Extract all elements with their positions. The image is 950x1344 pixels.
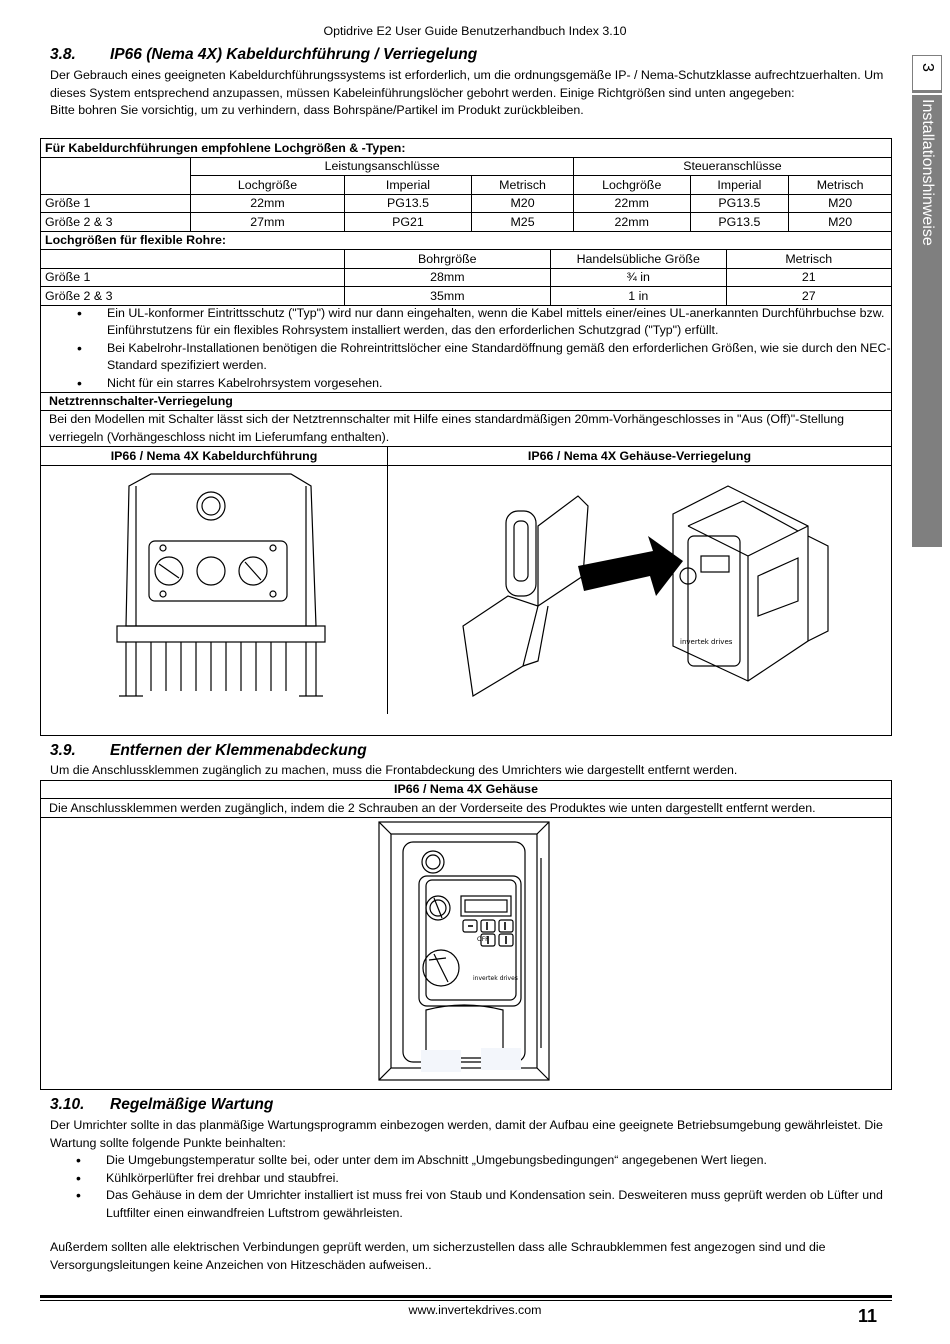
maintenance-list: [40, 1152, 890, 1222]
off-label: OFF: [477, 936, 489, 943]
section-title: IP66 (Nema 4X) Kabeldurchführung / Verriegelung: [110, 46, 478, 63]
section-3-9-intro: Um die Anschlussklemmen zugänglich zu machen, muss die Frontabdeckung des Umrichters wie dargestellt entfernt werden.: [50, 763, 738, 777]
terminal-cover-box: [40, 780, 892, 1090]
row-label: Größe 1: [41, 194, 191, 213]
lock-text: Bei den Modellen mit Schalter lässt sich der Netztrennschalter mit Hilfe eines standardmäßigen 20mm-Vorhängeschlosses in "Aus (Off)"-Stellung verriegeln (Vorhängeschloss nicht im Lieferumfang enthalten).: [41, 410, 891, 446]
lock-drawing-cell: [388, 466, 892, 714]
col-header: Handelsübliche Größe: [550, 250, 726, 269]
col-header: Lochgröße: [191, 176, 344, 195]
brand-label: invertek drives: [473, 975, 518, 982]
table-row: [41, 287, 892, 306]
box-text: Die Anschlussklemmen werden zugänglich, indem die 2 Schrauben an der Vorderseite des Produktes wie unten dargestellt entfernt werden.: [41, 799, 891, 818]
footer-rule-thick: [40, 1295, 892, 1298]
conduit-size-table: [40, 249, 892, 306]
table-cell: PG13.5: [344, 194, 472, 213]
section-title: Entfernen der Klemmenabdeckung: [110, 742, 367, 759]
table-cell: 27mm: [191, 213, 344, 232]
drill-warning: Bitte bohren Sie vorsichtig, um zu verhindern, dass Bohrspäne/Partikel im Produkt zurückbleiben.: [50, 103, 584, 117]
conduit-table-title: Lochgrößen für flexible Rohre:: [41, 231, 892, 250]
section-3-10-body: [50, 1117, 890, 1274]
lock-title: Netztrennschalter-Verriegelung: [41, 392, 891, 410]
table-cell: ¾ in: [550, 268, 726, 287]
section-3-8-heading: [50, 46, 477, 64]
section-title: Regelmäßige Wartung: [110, 1096, 274, 1113]
gland-table-title: Für Kabeldurchführungen empfohlene Lochgrößen & -Typen:: [41, 139, 892, 158]
list-item: • Nicht für ein starres Kabelrohrsystem vorgesehen.: [41, 375, 891, 393]
ul-notes-list: [41, 305, 891, 393]
running-header: Optidrive E2 User Guide Benutzerhandbuch Index 3.10: [323, 24, 627, 38]
list-item: • Kühlkörperlüfter frei drehbar und staubfrei.: [40, 1170, 890, 1188]
table-cell: 28mm: [344, 268, 550, 287]
figure-caption-right: IP66 / Nema 4X Gehäuse-Verriegelung: [527, 449, 752, 463]
gland-drawing-cell: [41, 466, 388, 714]
table-cell: PG13.5: [690, 194, 789, 213]
group-control: Steueranschlüsse: [573, 157, 891, 176]
gland-size-table: [40, 138, 892, 250]
col-header: Metrisch: [726, 250, 891, 269]
gland-drawing: [41, 466, 387, 714]
drive-front-drawing-cell: [41, 818, 891, 1088]
table-row: [41, 213, 892, 232]
chapter-side-tab: [912, 55, 942, 547]
row-label: Größe 2 & 3: [41, 213, 191, 232]
table-cell: 1 in: [550, 287, 726, 306]
col-header: Imperial: [344, 176, 472, 195]
box-title: IP66 / Nema 4X Gehäuse: [41, 781, 891, 799]
table-cell: M20: [789, 194, 892, 213]
maintenance-closing: Außerdem sollten alle elektrischen Verbindungen geprüft werden, um sicherzustellen dass alle Schraubklemmen fest angezogen sind und die Versorgungsleitungen keine Anzeichen von Hitzeschäden aufweisen..: [50, 1240, 826, 1272]
gland-table-box: [40, 138, 892, 736]
brand-mark: invertek drives: [680, 638, 733, 646]
footer-rule-thin: [40, 1300, 892, 1301]
section-3-9-heading: [50, 742, 367, 760]
table-cell: 27: [726, 287, 891, 306]
drive-front-drawing: [41, 818, 891, 1088]
list-item: • Das Gehäuse in dem der Umrichter installiert ist muss frei von Staub und Kondensation sein. Desweiteren muss geprüft werden ob Lüfter und Luftfilter einen einwandfreien Luftstrom gewährleisten.: [40, 1187, 890, 1222]
table-row: [41, 268, 892, 287]
table-cell: PG13.5: [690, 213, 789, 232]
section-number: 3.9.: [50, 742, 76, 759]
list-item: • Bei Kabelrohr-Installationen benötigen die Rohreintrittslöcher eine Standardöffnung gemäß den erforderlichen Größen, wie sie durch den NEC-Standard spezifiziert werden.: [41, 340, 891, 375]
table-cell: M20: [789, 213, 892, 232]
row-label: Größe 1: [41, 268, 345, 287]
row-label: Größe 2 & 3: [41, 287, 345, 306]
table-cell: PG21: [344, 213, 472, 232]
table-cell: 22mm: [191, 194, 344, 213]
list-item: • Ein UL-konformer Eintrittsschutz ("Typ") wird nur dann eingehalten, wenn die Kabel mittels einer/eines UL-anerkannten Durchführbuchse bzw. Einführstutzens für ein flexibles Rohrsystem installiert werden, das den erforderlichen Schutzgrad ("Typ") erfüllt.: [41, 305, 891, 340]
chapter-label: Installationshinweise: [919, 99, 936, 246]
section-number: 3.8.: [50, 46, 76, 63]
table-cell: 22mm: [573, 213, 690, 232]
footer-url: www.invertekdrives.com: [408, 1303, 542, 1317]
lock-drawing: [388, 466, 892, 714]
figure-caption-left: IP66 / Nema 4X Kabeldurchführung: [41, 447, 388, 465]
table-cell: 21: [726, 268, 891, 287]
section-3-10-heading: [50, 1096, 273, 1114]
col-header: Lochgröße: [573, 176, 690, 195]
list-item: • Die Umgebungstemperatur sollte bei, oder unter dem im Abschnitt „Umgebungsbedingungen“ angegebenen Wert liegen.: [40, 1152, 890, 1170]
section-number: 3.10.: [50, 1096, 85, 1113]
table-cell: 22mm: [573, 194, 690, 213]
table-cell: M25: [472, 213, 574, 232]
page-number: 11: [858, 1306, 878, 1326]
maintenance-intro: Der Umrichter sollte in das planmäßige Wartungsprogramm einbezogen werden, damit der Aufbau eine geeignete Betriebsumgebung gewährleistet. Die Wartung sollte folgende Punkte beinhalten:: [50, 1118, 883, 1150]
col-header: Bohrgröße: [344, 250, 550, 269]
group-power: Leistungsanschlüsse: [191, 157, 574, 176]
table-cell: 35mm: [344, 287, 550, 306]
section-3-8-intro: [50, 67, 890, 120]
table-row: [41, 194, 892, 213]
col-header: Imperial: [690, 176, 789, 195]
col-header: Metrisch: [789, 176, 892, 195]
col-header: Metrisch: [472, 176, 574, 195]
intro-paragraph: Der Gebrauch eines geeigneten Kabeldurchführungssystems ist erforderlich, um die ordnungsgemäße IP- / Nema-Schutzklasse aufrechtzuerhalten. Um dieses System entsprechend anzupassen, müssen Kabeleinführungslöcher gebohrt werden. Einige Richtgrößen sind unten angegeben:: [50, 68, 884, 100]
chapter-number: 3: [919, 63, 936, 72]
table-cell: M20: [472, 194, 574, 213]
